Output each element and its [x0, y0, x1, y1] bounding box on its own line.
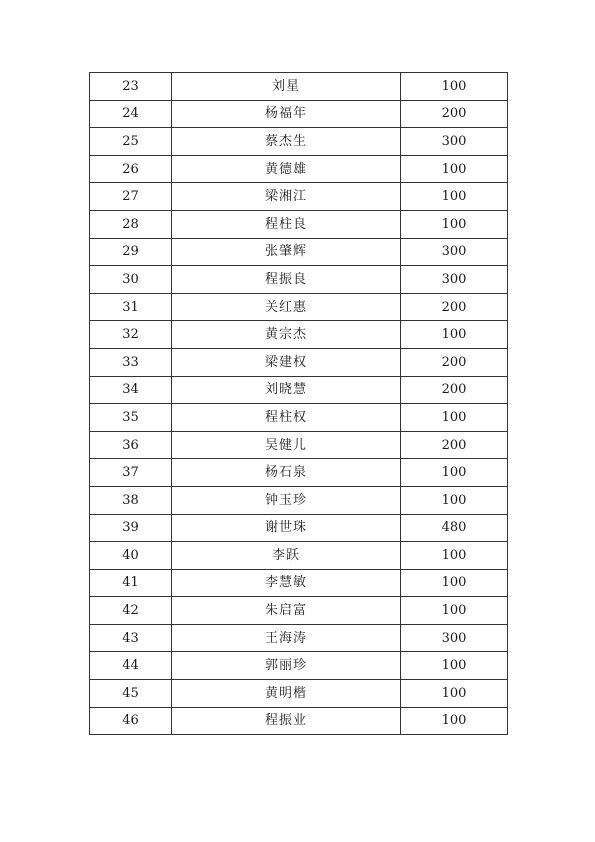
- name-cell: 钟玉珍: [172, 486, 401, 514]
- row-number-cell: 45: [90, 680, 172, 708]
- name-cell: 程振业: [172, 707, 401, 735]
- name-cell: 梁建权: [172, 348, 401, 376]
- name-cell: 杨福年: [172, 100, 401, 128]
- amount-cell: 100: [401, 459, 508, 487]
- name-cell: 李慧敏: [172, 569, 401, 597]
- name-cell: 程振良: [172, 266, 401, 294]
- row-number-cell: 30: [90, 266, 172, 294]
- table-row: [90, 238, 508, 266]
- table-row: [90, 680, 508, 708]
- table-row: [90, 652, 508, 680]
- table-row: [90, 597, 508, 625]
- amount-cell: 300: [401, 128, 508, 156]
- amount-cell: 300: [401, 624, 508, 652]
- amount-cell: 200: [401, 431, 508, 459]
- table-row: [90, 431, 508, 459]
- row-number-cell: 38: [90, 486, 172, 514]
- amount-cell: 100: [401, 707, 508, 735]
- row-number-cell: 33: [90, 348, 172, 376]
- table-row: [90, 210, 508, 238]
- table-row: [90, 100, 508, 128]
- table-row: [90, 183, 508, 211]
- amount-cell: 100: [401, 155, 508, 183]
- amount-cell: 100: [401, 210, 508, 238]
- table-row: [90, 404, 508, 432]
- amount-cell: 100: [401, 183, 508, 211]
- name-cell: 程柱权: [172, 404, 401, 432]
- row-number-cell: 40: [90, 542, 172, 570]
- donation-table: [89, 72, 508, 735]
- row-number-cell: 37: [90, 459, 172, 487]
- amount-cell: 100: [401, 569, 508, 597]
- row-number-cell: 35: [90, 404, 172, 432]
- name-cell: 刘晓慧: [172, 376, 401, 404]
- table-row: [90, 73, 508, 101]
- table-row: [90, 321, 508, 349]
- name-cell: 刘星: [172, 73, 401, 101]
- row-number-cell: 46: [90, 707, 172, 735]
- name-cell: 梁湘江: [172, 183, 401, 211]
- amount-cell: 100: [401, 404, 508, 432]
- name-cell: 杨石泉: [172, 459, 401, 487]
- row-number-cell: 26: [90, 155, 172, 183]
- amount-cell: 200: [401, 293, 508, 321]
- row-number-cell: 42: [90, 597, 172, 625]
- name-cell: 黄德雄: [172, 155, 401, 183]
- amount-cell: 100: [401, 486, 508, 514]
- name-cell: 张肇辉: [172, 238, 401, 266]
- row-number-cell: 25: [90, 128, 172, 156]
- row-number-cell: 43: [90, 624, 172, 652]
- table-row: [90, 486, 508, 514]
- amount-cell: 200: [401, 348, 508, 376]
- table-row: [90, 707, 508, 735]
- row-number-cell: 28: [90, 210, 172, 238]
- row-number-cell: 27: [90, 183, 172, 211]
- row-number-cell: 39: [90, 514, 172, 542]
- name-cell: 黄明楷: [172, 680, 401, 708]
- row-number-cell: 34: [90, 376, 172, 404]
- table-row: [90, 128, 508, 156]
- table-row: [90, 155, 508, 183]
- amount-cell: 100: [401, 652, 508, 680]
- table-row: [90, 348, 508, 376]
- name-cell: 谢世珠: [172, 514, 401, 542]
- amount-cell: 200: [401, 376, 508, 404]
- table-row: [90, 459, 508, 487]
- row-number-cell: 44: [90, 652, 172, 680]
- row-number-cell: 29: [90, 238, 172, 266]
- table-row: [90, 266, 508, 294]
- name-cell: 程柱良: [172, 210, 401, 238]
- amount-cell: 300: [401, 266, 508, 294]
- name-cell: 朱启富: [172, 597, 401, 625]
- name-cell: 关红惠: [172, 293, 401, 321]
- table-row: [90, 293, 508, 321]
- row-number-cell: 36: [90, 431, 172, 459]
- table-body: [90, 73, 508, 735]
- name-cell: 郭丽珍: [172, 652, 401, 680]
- amount-cell: 100: [401, 542, 508, 570]
- name-cell: 蔡杰生: [172, 128, 401, 156]
- amount-cell: 200: [401, 100, 508, 128]
- row-number-cell: 32: [90, 321, 172, 349]
- amount-cell: 100: [401, 73, 508, 101]
- amount-cell: 300: [401, 238, 508, 266]
- name-cell: 李跃: [172, 542, 401, 570]
- table-row: [90, 624, 508, 652]
- row-number-cell: 23: [90, 73, 172, 101]
- table-row: [90, 542, 508, 570]
- amount-cell: 480: [401, 514, 508, 542]
- name-cell: 黄宗杰: [172, 321, 401, 349]
- amount-cell: 100: [401, 597, 508, 625]
- amount-cell: 100: [401, 680, 508, 708]
- name-cell: 吴健儿: [172, 431, 401, 459]
- amount-cell: 100: [401, 321, 508, 349]
- row-number-cell: 31: [90, 293, 172, 321]
- row-number-cell: 41: [90, 569, 172, 597]
- table-row: [90, 514, 508, 542]
- table-row: [90, 569, 508, 597]
- name-cell: 王海涛: [172, 624, 401, 652]
- table-row: [90, 376, 508, 404]
- row-number-cell: 24: [90, 100, 172, 128]
